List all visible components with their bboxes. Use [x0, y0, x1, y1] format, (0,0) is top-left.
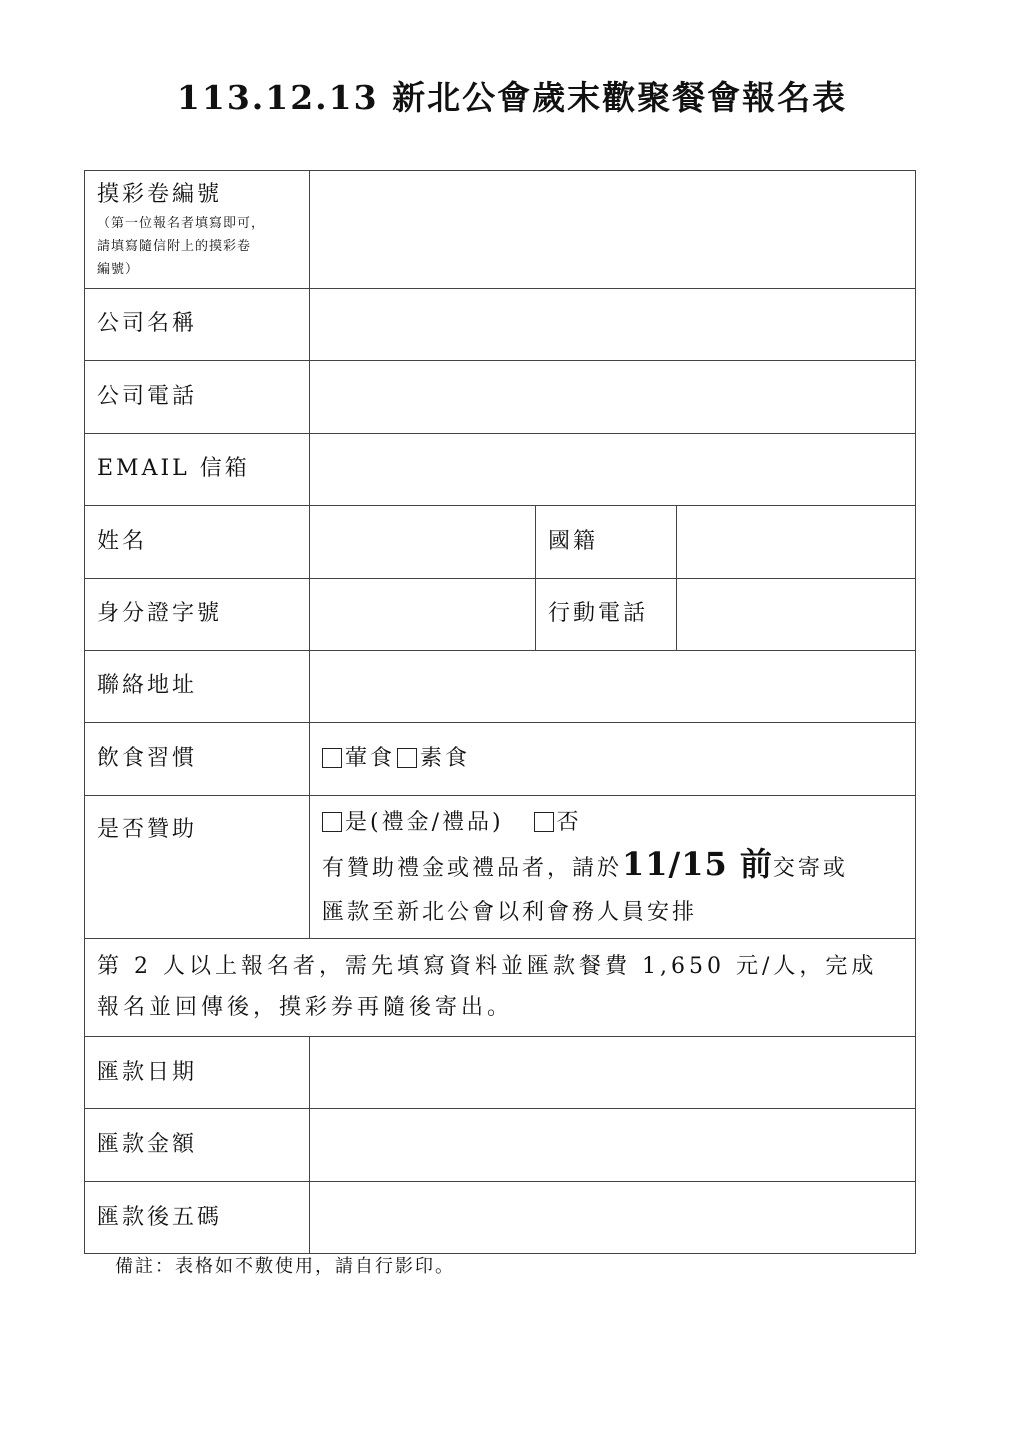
- sponsor-label: 是否贊助: [85, 796, 310, 939]
- row-company-phone: [85, 361, 916, 434]
- additional-registrant-notice: [85, 939, 916, 1037]
- sponsor-yes-label: 是(禮金/禮品): [345, 810, 504, 835]
- row-sponsor: [85, 796, 916, 939]
- ticket-number-note: [97, 212, 297, 282]
- meat-checkbox[interactable]: [322, 748, 342, 768]
- sponsor-options: [310, 796, 916, 939]
- address-field[interactable]: [310, 651, 916, 723]
- address-label: 聯絡地址: [85, 651, 310, 723]
- diet-options: [310, 723, 916, 796]
- sponsor-choice-line: [322, 804, 903, 842]
- ticket-note-line-1: （第一位報名者填寫即可，: [97, 215, 266, 231]
- sponsor-no-checkbox[interactable]: [534, 812, 554, 832]
- sponsor-desc-suffix: 交寄或: [772, 856, 848, 881]
- sponsor-desc-prefix: 有贊助禮金或禮品者，請於: [322, 856, 623, 881]
- diet-label: 飲食習慣: [85, 723, 310, 796]
- remit-amount-field[interactable]: [310, 1109, 916, 1182]
- name-field[interactable]: [310, 506, 536, 579]
- row-notice: [85, 939, 916, 1037]
- vegetarian-checkbox[interactable]: [397, 748, 417, 768]
- sponsor-desc-line-2: 匯款至新北公會以利會務人員安排: [322, 900, 698, 925]
- ticket-note-line-3: 編號）: [97, 262, 140, 278]
- ticket-number-field[interactable]: [310, 171, 916, 289]
- sponsor-desc-line-1: [322, 842, 903, 891]
- email-field[interactable]: [310, 434, 916, 506]
- mobile-label: 行動電話: [536, 579, 677, 651]
- row-address: [85, 651, 916, 723]
- label-ticket-number: [85, 171, 310, 289]
- nationality-label: 國籍: [536, 506, 677, 579]
- row-remit-amount: [85, 1109, 916, 1182]
- mobile-field[interactable]: [677, 579, 916, 651]
- row-diet: [85, 723, 916, 796]
- notice-line-1: 第 2 人以上報名者，需先填寫資料並匯款餐費 1,650 元/人，完成: [97, 954, 878, 979]
- row-name: [85, 506, 916, 579]
- registration-form: [84, 170, 916, 1254]
- email-label: EMAIL 信箱: [85, 434, 310, 506]
- company-name-label: 公司名稱: [85, 289, 310, 361]
- sponsor-yes-checkbox[interactable]: [322, 812, 342, 832]
- notice-line-2: 報名並回傳後，摸彩券再隨後寄出。: [97, 994, 514, 1020]
- remit-last5-field[interactable]: [310, 1182, 916, 1254]
- remit-last5-label: 匯款後五碼: [85, 1182, 310, 1254]
- row-id-number: [85, 579, 916, 651]
- sponsor-no-label: 否: [556, 810, 582, 835]
- company-phone-label: 公司電話: [85, 361, 310, 434]
- page-title: 113.12.13 新北公會歲末歡聚餐會報名表: [176, 78, 848, 117]
- name-label: 姓名: [85, 506, 310, 579]
- sponsor-deadline: 11/15 前: [622, 845, 773, 883]
- remark-note: 備註：表格如不敷使用，請自行影印。: [115, 1256, 455, 1277]
- vegetarian-option-label: 素食: [420, 745, 471, 771]
- row-ticket-number: [85, 171, 916, 289]
- company-name-field[interactable]: [310, 289, 916, 361]
- row-email: [85, 434, 916, 506]
- ticket-number-label: 摸彩卷編號: [97, 182, 223, 207]
- remit-date-label: 匯款日期: [85, 1037, 310, 1109]
- id-number-label: 身分證字號: [85, 579, 310, 651]
- ticket-note-line-2: 請填寫隨信附上的摸彩卷: [97, 238, 252, 254]
- row-remit-date: [85, 1037, 916, 1109]
- row-remit-last5: [85, 1182, 916, 1254]
- id-number-field[interactable]: [310, 579, 536, 651]
- company-phone-field[interactable]: [310, 361, 916, 434]
- remit-date-field[interactable]: [310, 1037, 916, 1109]
- nationality-field[interactable]: [677, 506, 916, 579]
- row-company-name: [85, 289, 916, 361]
- remit-amount-label: 匯款金額: [85, 1109, 310, 1182]
- meat-option-label: 葷食: [345, 745, 396, 771]
